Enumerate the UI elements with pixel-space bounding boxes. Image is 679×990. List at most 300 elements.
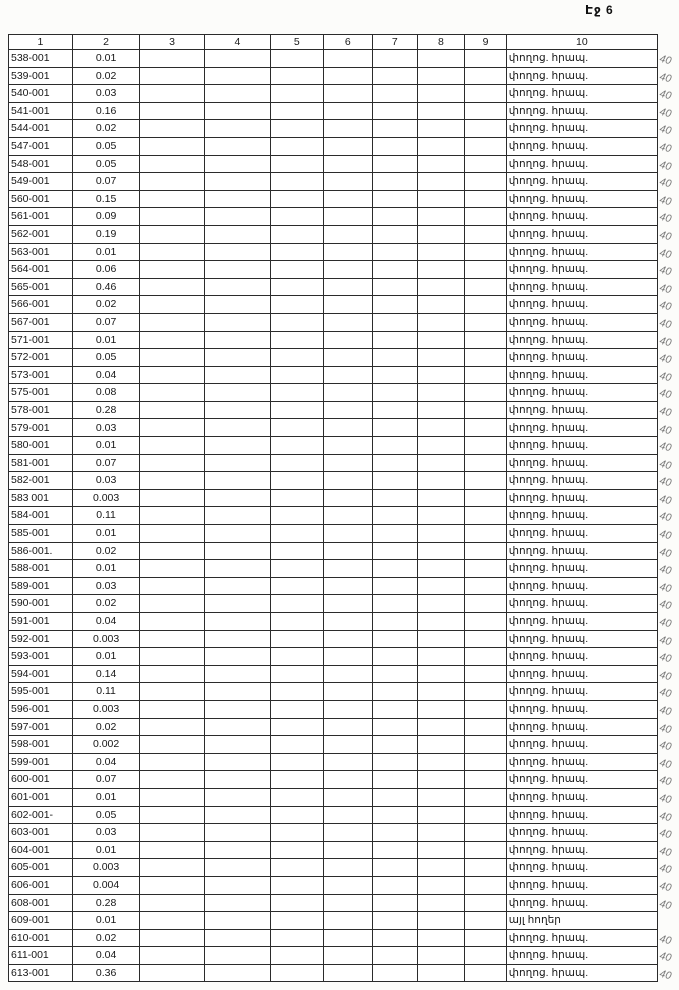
cell-9 <box>465 278 507 296</box>
value-cell: 0.04 <box>72 947 140 965</box>
margin-mark <box>657 824 678 842</box>
land-use-cell: փողոց. հրապ. <box>506 876 657 894</box>
cell-4 <box>204 788 270 806</box>
table-row <box>9 525 679 543</box>
cell-7 <box>373 137 418 155</box>
code-cell: 562-001 <box>9 225 73 243</box>
cell-6 <box>323 225 373 243</box>
cell-5 <box>271 349 323 367</box>
code-cell: 567-001 <box>9 313 73 331</box>
cell-9 <box>465 313 507 331</box>
table-row <box>9 876 679 894</box>
value-cell: 0.02 <box>72 718 140 736</box>
cell-6 <box>323 683 373 701</box>
cell-9 <box>465 964 507 982</box>
cell-4 <box>204 806 270 824</box>
cell-6 <box>323 876 373 894</box>
table-row <box>9 542 679 560</box>
cell-4 <box>204 929 270 947</box>
code-cell: 605-001 <box>9 859 73 877</box>
value-cell: 0.01 <box>72 841 140 859</box>
cell-8 <box>417 753 465 771</box>
margin-mark <box>657 173 678 191</box>
cell-8 <box>417 331 465 349</box>
cell-9 <box>465 560 507 578</box>
cell-8 <box>417 507 465 525</box>
handwritten-mark: 40 <box>658 545 673 560</box>
handwritten-mark: 40 <box>658 527 673 543</box>
margin-mark <box>657 859 678 877</box>
cell-4 <box>204 595 270 613</box>
margin-mark <box>657 137 678 155</box>
value-cell: 0.04 <box>72 366 140 384</box>
cell-5 <box>271 313 323 331</box>
cell-3 <box>140 718 204 736</box>
cell-9 <box>465 788 507 806</box>
cell-3 <box>140 771 204 789</box>
table-row <box>9 67 679 85</box>
cell-7 <box>373 876 418 894</box>
cell-8 <box>417 577 465 595</box>
cell-5 <box>271 841 323 859</box>
cell-5 <box>271 771 323 789</box>
cell-7 <box>373 577 418 595</box>
handwritten-mark: 40 <box>658 492 673 507</box>
table-row <box>9 454 679 472</box>
cell-6 <box>323 648 373 666</box>
cell-9 <box>465 894 507 912</box>
land-use-cell: փողոց. հրապ. <box>506 718 657 736</box>
margin-mark <box>657 85 678 103</box>
margin-mark <box>657 595 678 613</box>
cell-7 <box>373 912 418 930</box>
cell-9 <box>465 876 507 894</box>
cell-3 <box>140 700 204 718</box>
value-cell: 0.05 <box>72 155 140 173</box>
handwritten-mark: 40 <box>658 140 673 156</box>
cell-5 <box>271 419 323 437</box>
cell-5 <box>271 560 323 578</box>
cell-9 <box>465 912 507 930</box>
margin-mark <box>657 929 678 947</box>
cell-7 <box>373 489 418 507</box>
cell-6 <box>323 859 373 877</box>
table-row <box>9 296 679 314</box>
table-row <box>9 964 679 982</box>
margin-mark <box>657 912 678 930</box>
cell-8 <box>417 225 465 243</box>
cell-4 <box>204 261 270 279</box>
cell-8 <box>417 278 465 296</box>
land-use-cell: փողոց. հրապ. <box>506 525 657 543</box>
cell-7 <box>373 700 418 718</box>
cell-6 <box>323 173 373 191</box>
handwritten-mark: 40 <box>658 211 673 226</box>
cell-9 <box>465 595 507 613</box>
land-use-cell: փողոց. հրապ. <box>506 894 657 912</box>
cell-7 <box>373 313 418 331</box>
cell-5 <box>271 278 323 296</box>
handwritten-mark: 40 <box>658 281 673 296</box>
margin-mark <box>657 155 678 173</box>
land-use-cell: փողոց. հրապ. <box>506 384 657 402</box>
cell-3 <box>140 595 204 613</box>
cell-6 <box>323 947 373 965</box>
page-number: Էջ 6 <box>585 3 614 17</box>
land-use-cell: փողոց. հրապ. <box>506 472 657 490</box>
cell-7 <box>373 296 418 314</box>
table-row <box>9 665 679 683</box>
land-use-cell: փողոց. հրապ. <box>506 859 657 877</box>
cell-7 <box>373 718 418 736</box>
value-cell: 0.003 <box>72 489 140 507</box>
margin-mark <box>657 296 678 314</box>
cell-9 <box>465 173 507 191</box>
cell-8 <box>417 700 465 718</box>
land-use-cell: փողոց. հրապ. <box>506 67 657 85</box>
cell-7 <box>373 648 418 666</box>
cell-9 <box>465 419 507 437</box>
margin-mark <box>657 454 678 472</box>
cell-4 <box>204 876 270 894</box>
cell-5 <box>271 648 323 666</box>
margin-mark <box>657 419 678 437</box>
table-row <box>9 824 679 842</box>
value-cell: 0.06 <box>72 261 140 279</box>
value-cell: 0.02 <box>72 929 140 947</box>
handwritten-mark: 40 <box>658 686 673 701</box>
code-cell: 579-001 <box>9 419 73 437</box>
table-row <box>9 173 679 191</box>
cell-3 <box>140 894 204 912</box>
margin-mark <box>657 261 678 279</box>
cell-9 <box>465 50 507 68</box>
cell-4 <box>204 67 270 85</box>
value-cell: 0.01 <box>72 525 140 543</box>
margin-mark <box>657 278 678 296</box>
cell-7 <box>373 454 418 472</box>
cell-7 <box>373 278 418 296</box>
handwritten-mark: 40 <box>658 580 673 595</box>
cell-4 <box>204 718 270 736</box>
cell-4 <box>204 331 270 349</box>
code-cell: 564-001 <box>9 261 73 279</box>
handwritten-mark: 40 <box>658 316 673 331</box>
cell-7 <box>373 525 418 543</box>
code-cell: 582-001 <box>9 472 73 490</box>
cell-9 <box>465 67 507 85</box>
cell-3 <box>140 137 204 155</box>
land-use-cell: փողոց. հրապ. <box>506 366 657 384</box>
cell-9 <box>465 85 507 103</box>
cell-3 <box>140 454 204 472</box>
cell-4 <box>204 665 270 683</box>
code-cell: 609-001 <box>9 912 73 930</box>
cell-9 <box>465 349 507 367</box>
cell-5 <box>271 384 323 402</box>
cell-4 <box>204 912 270 930</box>
handwritten-mark: 40 <box>658 404 673 419</box>
cell-3 <box>140 824 204 842</box>
margin-mark <box>657 525 678 543</box>
code-cell: 591-001 <box>9 613 73 631</box>
cell-8 <box>417 472 465 490</box>
value-cell: 0.04 <box>72 753 140 771</box>
cell-6 <box>323 472 373 490</box>
code-cell: 572-001 <box>9 349 73 367</box>
land-use-cell: փողոց. հրապ. <box>506 102 657 120</box>
cell-9 <box>465 102 507 120</box>
value-cell: 0.07 <box>72 771 140 789</box>
cell-4 <box>204 419 270 437</box>
table-row <box>9 929 679 947</box>
cell-3 <box>140 912 204 930</box>
cell-9 <box>465 929 507 947</box>
margin-mark <box>657 489 678 507</box>
cell-6 <box>323 753 373 771</box>
table-row <box>9 507 679 525</box>
table-row <box>9 806 679 824</box>
cell-7 <box>373 613 418 631</box>
code-cell: 571-001 <box>9 331 73 349</box>
margin-mark <box>657 437 678 455</box>
handwritten-mark: 40 <box>658 633 673 648</box>
cell-9 <box>465 700 507 718</box>
cell-6 <box>323 67 373 85</box>
value-cell: 0.01 <box>72 560 140 578</box>
margin-mark <box>657 67 678 85</box>
column-header-6: 6 <box>323 35 373 50</box>
cell-6 <box>323 102 373 120</box>
value-cell: 0.03 <box>72 85 140 103</box>
land-use-cell: փողոց. հրապ. <box>506 331 657 349</box>
cell-9 <box>465 753 507 771</box>
land-use-cell: փողոց. հրապ. <box>506 824 657 842</box>
cell-3 <box>140 630 204 648</box>
table-row <box>9 718 679 736</box>
handwritten-mark: 40 <box>658 615 673 631</box>
land-use-cell: փողոց. հրապ. <box>506 419 657 437</box>
cell-4 <box>204 349 270 367</box>
cell-7 <box>373 102 418 120</box>
cell-5 <box>271 225 323 243</box>
cell-9 <box>465 120 507 138</box>
cell-9 <box>465 225 507 243</box>
margin-mark <box>657 349 678 367</box>
cell-4 <box>204 542 270 560</box>
cell-6 <box>323 560 373 578</box>
cell-8 <box>417 560 465 578</box>
cell-5 <box>271 700 323 718</box>
cell-3 <box>140 313 204 331</box>
table-row <box>9 313 679 331</box>
cell-6 <box>323 788 373 806</box>
cell-9 <box>465 718 507 736</box>
cell-6 <box>323 137 373 155</box>
cell-7 <box>373 894 418 912</box>
table-row <box>9 894 679 912</box>
cell-6 <box>323 841 373 859</box>
land-use-cell: փողոց. հրապ. <box>506 700 657 718</box>
cell-6 <box>323 489 373 507</box>
land-use-cell: փողոց. հրապ. <box>506 401 657 419</box>
cell-6 <box>323 929 373 947</box>
cell-8 <box>417 50 465 68</box>
land-use-cell: փողոց. հրապ. <box>506 225 657 243</box>
code-cell: 608-001 <box>9 894 73 912</box>
land-use-cell: այլ հողեր <box>506 912 657 930</box>
cell-6 <box>323 718 373 736</box>
cell-5 <box>271 173 323 191</box>
cell-3 <box>140 577 204 595</box>
value-cell: 0.15 <box>72 190 140 208</box>
table-row <box>9 472 679 490</box>
cell-8 <box>417 313 465 331</box>
land-use-cell: փողոց. հրապ. <box>506 137 657 155</box>
cell-3 <box>140 964 204 982</box>
cell-8 <box>417 788 465 806</box>
code-cell: 613-001 <box>9 964 73 982</box>
cell-7 <box>373 964 418 982</box>
handwritten-mark: 40 <box>658 844 673 859</box>
handwritten-mark: 40 <box>658 175 673 191</box>
cell-8 <box>417 85 465 103</box>
cell-3 <box>140 472 204 490</box>
value-cell: 0.01 <box>72 243 140 261</box>
cell-7 <box>373 630 418 648</box>
land-use-cell: փողոց. հրապ. <box>506 349 657 367</box>
margin-mark <box>657 788 678 806</box>
cell-8 <box>417 876 465 894</box>
cell-7 <box>373 120 418 138</box>
code-cell: 578-001 <box>9 401 73 419</box>
cell-5 <box>271 929 323 947</box>
code-cell: 600-001 <box>9 771 73 789</box>
cell-5 <box>271 296 323 314</box>
margin-mark <box>657 331 678 349</box>
code-cell: 540-001 <box>9 85 73 103</box>
cell-6 <box>323 824 373 842</box>
cell-5 <box>271 137 323 155</box>
land-use-cell: փողոց. հրապ. <box>506 613 657 631</box>
handwritten-mark: 40 <box>658 123 673 138</box>
handwritten-mark: 40 <box>658 721 673 736</box>
value-cell: 0.05 <box>72 349 140 367</box>
table-row <box>9 788 679 806</box>
cell-6 <box>323 85 373 103</box>
value-cell: 0.05 <box>72 137 140 155</box>
value-cell: 0.19 <box>72 225 140 243</box>
handwritten-mark: 40 <box>658 826 673 842</box>
table-row <box>9 700 679 718</box>
cell-9 <box>465 366 507 384</box>
cell-9 <box>465 841 507 859</box>
margin-mark <box>657 964 678 982</box>
value-cell: 0.01 <box>72 50 140 68</box>
cell-9 <box>465 665 507 683</box>
code-cell: 589-001 <box>9 577 73 595</box>
table-body <box>9 50 679 982</box>
cell-6 <box>323 349 373 367</box>
cell-8 <box>417 137 465 155</box>
cell-6 <box>323 366 373 384</box>
code-cell: 594-001 <box>9 665 73 683</box>
cell-5 <box>271 718 323 736</box>
land-use-cell: փողոց. հրապ. <box>506 261 657 279</box>
cell-8 <box>417 824 465 842</box>
cell-3 <box>140 929 204 947</box>
code-cell: 584-001 <box>9 507 73 525</box>
cell-8 <box>417 894 465 912</box>
cell-6 <box>323 700 373 718</box>
cell-7 <box>373 806 418 824</box>
land-use-cell: փողոց. հրապ. <box>506 577 657 595</box>
cell-7 <box>373 947 418 965</box>
cell-8 <box>417 542 465 560</box>
value-cell: 0.36 <box>72 964 140 982</box>
cell-7 <box>373 507 418 525</box>
table-row <box>9 384 679 402</box>
cell-3 <box>140 155 204 173</box>
cell-6 <box>323 208 373 226</box>
cell-8 <box>417 630 465 648</box>
table-row <box>9 102 679 120</box>
cell-8 <box>417 190 465 208</box>
cell-9 <box>465 331 507 349</box>
cell-9 <box>465 507 507 525</box>
cell-9 <box>465 947 507 965</box>
cell-5 <box>271 85 323 103</box>
land-use-cell: փողոց. հրապ. <box>506 560 657 578</box>
value-cell: 0.05 <box>72 806 140 824</box>
margin-mark <box>657 876 678 894</box>
code-cell: 610-001 <box>9 929 73 947</box>
value-cell: 0.09 <box>72 208 140 226</box>
land-use-cell: փողոց. հրապ. <box>506 120 657 138</box>
handwritten-mark: 40 <box>658 439 673 455</box>
table-row <box>9 771 679 789</box>
land-use-cell: փողոց. հրապ. <box>506 173 657 191</box>
cell-8 <box>417 419 465 437</box>
value-cell: 0.02 <box>72 542 140 560</box>
handwritten-mark: 40 <box>658 879 673 894</box>
handwritten-mark: 40 <box>658 756 673 771</box>
value-cell: 0.004 <box>72 876 140 894</box>
code-cell: 590-001 <box>9 595 73 613</box>
margin-mark <box>657 577 678 595</box>
table-row <box>9 331 679 349</box>
code-cell: 603-001 <box>9 824 73 842</box>
cell-7 <box>373 401 418 419</box>
land-use-cell: փողոց. հրապ. <box>506 665 657 683</box>
cell-4 <box>204 753 270 771</box>
margin-spacer <box>657 35 678 50</box>
cell-3 <box>140 788 204 806</box>
handwritten-mark: 40 <box>658 70 673 85</box>
cell-7 <box>373 225 418 243</box>
cell-7 <box>373 190 418 208</box>
cell-9 <box>465 401 507 419</box>
cell-6 <box>323 243 373 261</box>
table-row <box>9 85 679 103</box>
cell-7 <box>373 437 418 455</box>
cell-6 <box>323 613 373 631</box>
cell-8 <box>417 683 465 701</box>
code-cell: 541-001 <box>9 102 73 120</box>
cell-4 <box>204 841 270 859</box>
cell-5 <box>271 437 323 455</box>
cell-4 <box>204 947 270 965</box>
